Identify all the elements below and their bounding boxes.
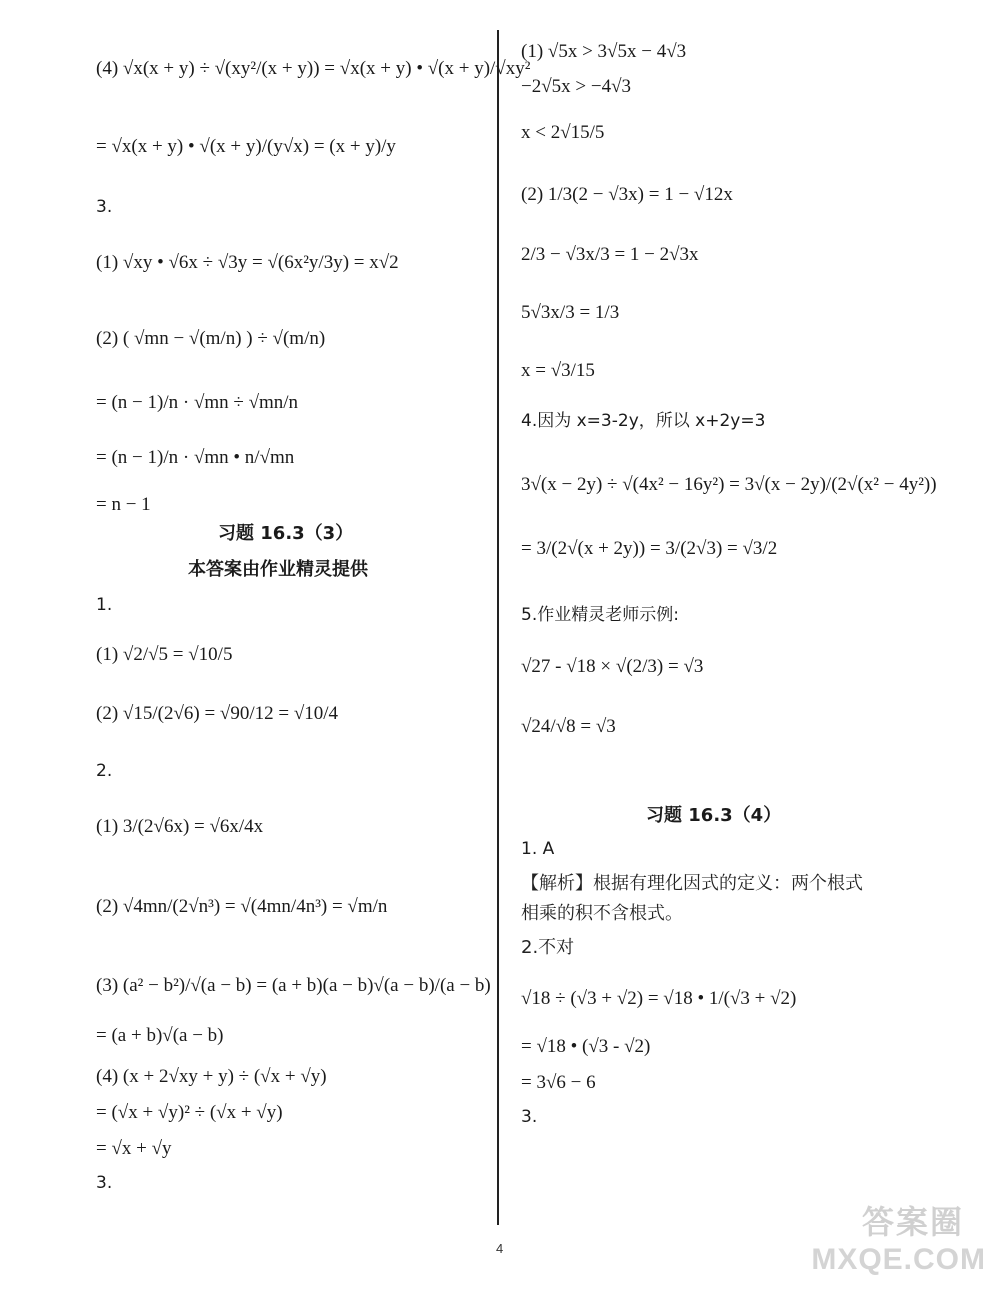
- right-line-22: 3.: [521, 1107, 538, 1127]
- right-line-7: x = √3/15: [521, 360, 595, 381]
- left-line-11: 1.: [96, 595, 113, 615]
- watermark-url: MXQE.COM: [811, 1243, 986, 1276]
- left-line-14: 2.: [96, 761, 113, 781]
- right-line-3: x < 2√15/5: [521, 122, 605, 143]
- left-line-8: = n − 1: [96, 494, 151, 515]
- left-line-3: 3.: [96, 197, 113, 217]
- right-line-13: √24/√8 = √3: [521, 716, 616, 737]
- right-line-2: −2√5x > −4√3: [521, 76, 632, 97]
- right-line-6: 5√3x/3 = 1/3: [521, 302, 620, 323]
- left-line-7: = (n − 1)/n · √mn • n/√mn: [96, 447, 295, 468]
- left-line-5: (2) ( √mn − √(m/n) ) ÷ √(m/n): [96, 328, 326, 349]
- right-line-1: (1) √5x > 3√5x − 4√3: [521, 41, 687, 62]
- page-number: 4: [496, 1241, 504, 1256]
- right-line-4: (2) 1/3(2 − √3x) = 1 − √12x: [521, 184, 733, 205]
- section-heading-16-3-4: 习题 16.3（4）: [646, 805, 782, 826]
- left-line-20: = (√x + √y)² ÷ (√x + √y): [96, 1102, 283, 1123]
- watermark-logo: 答案圈: [861, 1203, 964, 1241]
- right-line-19: √18 ÷ (√3 + √2) = √18 • 1/(√3 + √2): [521, 988, 797, 1009]
- left-line-13: (2) √15/(2√6) = √90/12 = √10/4: [96, 703, 339, 724]
- right-line-12: √27 - √18 × √(2/3) = √3: [521, 656, 704, 677]
- column-divider: [497, 30, 499, 1225]
- right-line-10: = 3/(2√(x + 2y)) = 3/(2√3) = √3/2: [521, 538, 778, 559]
- left-line-16: (2) √4mn/(2√n³) = √(4mn/4n³) = √m/n: [96, 896, 388, 917]
- analysis-line-2: 相乘的积不含根式。: [521, 903, 683, 924]
- right-line-11: 5.作业精灵老师示例:: [521, 605, 679, 625]
- provider-note: 本答案由作业精灵提供: [188, 559, 368, 580]
- right-line-20: = √18 • (√3 - √2): [521, 1036, 651, 1057]
- left-line-17: (3) (a² − b²)/√(a − b) = (a + b)(a − b)√(a − b)/(a − b): [96, 975, 491, 996]
- left-line-19: (4) (x + 2√xy + y) ÷ (√x + √y): [96, 1066, 327, 1087]
- right-line-21: = 3√6 − 6: [521, 1072, 596, 1093]
- left-line-15: (1) 3/(2√6x) = √6x/4x: [96, 816, 264, 837]
- left-line-1: (4) √x(x + y) ÷ √(xy²/(x + y)) = √x(x + y) • √(x + y)/√xy²: [96, 58, 531, 79]
- left-line-6: = (n − 1)/n · √mn ÷ √mn/n: [96, 392, 299, 413]
- right-line-15: 1. A: [521, 839, 555, 859]
- left-line-22: 3.: [96, 1173, 113, 1193]
- analysis-line-1: 【解析】根据有理化因式的定义：两个根式: [521, 873, 863, 894]
- left-line-2: = √x(x + y) • √(x + y)/(y√x) = (x + y)/y: [96, 136, 396, 157]
- left-line-21: = √x + √y: [96, 1138, 172, 1159]
- section-heading-16-3-3: 习题 16.3（3）: [218, 523, 354, 544]
- right-line-5: 2/3 − √3x/3 = 1 − 2√3x: [521, 244, 699, 265]
- right-line-8: 4.因为 x=3-2y，所以 x+2y=3: [521, 411, 766, 431]
- left-line-4: (1) √xy • √6x ÷ √3y = √(6x²y/3y) = x√2: [96, 252, 399, 273]
- left-line-12: (1) √2/√5 = √10/5: [96, 644, 233, 665]
- right-line-18: 2.不对: [521, 937, 575, 958]
- right-line-9: 3√(x − 2y) ÷ √(4x² − 16y²) = 3√(x − 2y)/(2√(x² − 4y²)): [521, 474, 937, 495]
- left-line-18: = (a + b)√(a − b): [96, 1025, 224, 1046]
